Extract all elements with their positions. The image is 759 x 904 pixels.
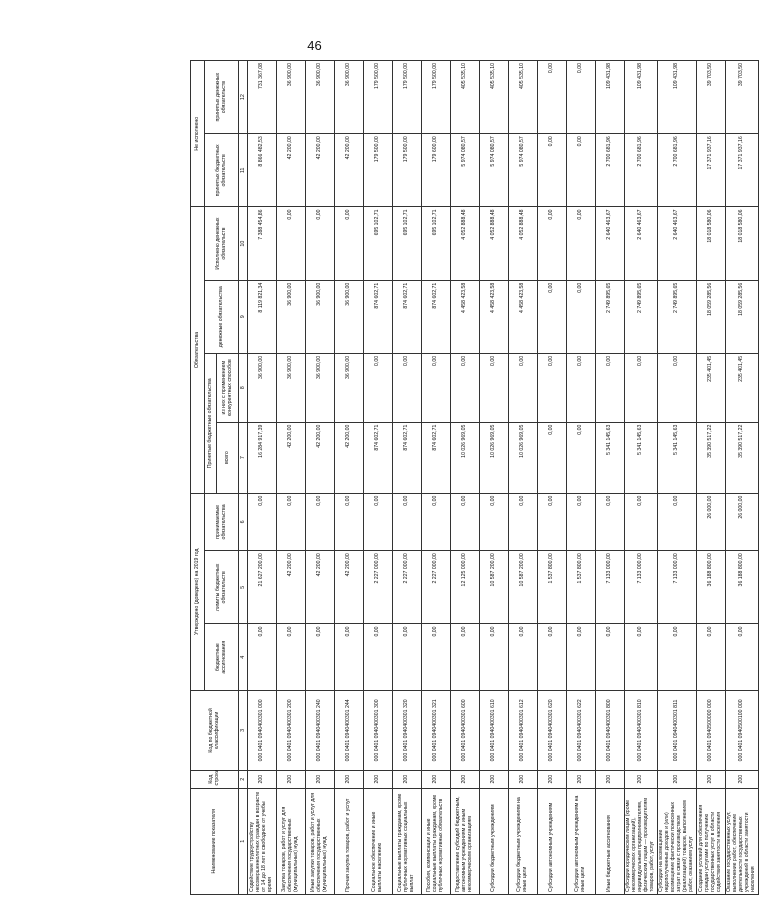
cell-c6: 26 000,00 (696, 493, 725, 551)
cell-name: Предоставление субсидий бюджетным, автономным учреждениям и иным некоммерческим организациям (451, 788, 480, 894)
cell-c7: 10 026 969,05 (509, 422, 538, 493)
cell-c10: 695 102,71 (393, 207, 422, 280)
cell-c5: 1 537 800,00 (538, 551, 567, 624)
cell-c11: 179 500,00 (393, 134, 422, 207)
cell-name: Социальное обеспечение и иные выплаты населению (364, 788, 393, 894)
header-ne-monetary: принятых денежных обязательств (205, 61, 239, 134)
cell-c4: 0,00 (725, 624, 758, 691)
table-row (509, 61, 538, 895)
cell-c4: 0,00 (596, 624, 625, 691)
cell-c12: 0,00 (567, 61, 596, 134)
cell-c8: 0,00 (625, 353, 658, 422)
cell-c4: 0,00 (335, 624, 364, 691)
cell-c12: 405 535,10 (509, 61, 538, 134)
cell-c9: 0,00 (567, 280, 596, 353)
cell-c11: 2 700 681,96 (658, 134, 697, 207)
cell-name: Субсидии автономным учреждениям (538, 788, 567, 894)
cell-c12: 39 703,50 (696, 61, 725, 134)
cell-c11: 8 866 482,53 (248, 134, 277, 207)
cell-c6: 0,00 (364, 493, 393, 551)
cell-c7: 5 341 145,63 (596, 422, 625, 493)
cell-code: 200 (596, 770, 625, 788)
cell-c6: 0,00 (393, 493, 422, 551)
cell-c4: 0,00 (248, 624, 277, 691)
cell-kbk: 000 0401 0940400301 610 (480, 690, 509, 770)
header-name: Наименование показателя (191, 788, 239, 894)
cell-code: 200 (451, 770, 480, 788)
cell-c6: 0,00 (422, 493, 451, 551)
cell-c4: 0,00 (277, 624, 306, 691)
cell-c10: 4 052 888,48 (480, 207, 509, 280)
table-row (696, 61, 725, 895)
cell-c4: 0,00 (480, 624, 509, 691)
cell-c12: 109 431,98 (658, 61, 697, 134)
cell-c9: 874 602,71 (393, 280, 422, 353)
cell-c4: 0,00 (567, 624, 596, 691)
cell-c4: 0,00 (658, 624, 697, 691)
report-table (190, 60, 759, 895)
table-row (658, 61, 697, 895)
cell-kbk: 000 0401 0940400301 811 (658, 690, 697, 770)
cell-c4: 0,00 (364, 624, 393, 691)
cell-c12: 36 900,00 (335, 61, 364, 134)
cell-c4: 0,00 (422, 624, 451, 691)
header-approved: Утверждено (доведено) на 2019 год (191, 493, 205, 690)
cell-c6: 0,00 (451, 493, 480, 551)
cell-c12: 36 900,00 (306, 61, 335, 134)
cell-code: 200 (567, 770, 596, 788)
cell-name: Прочая закупка товаров, работ и услуг (335, 788, 364, 894)
cell-c12: 0,00 (538, 61, 567, 134)
cell-c10: 7 388 454,86 (248, 207, 277, 280)
cell-c6: 0,00 (596, 493, 625, 551)
table-row (248, 61, 277, 895)
table-row (625, 61, 658, 895)
cell-c10: 0,00 (335, 207, 364, 280)
header-accepted-budget: Принятые бюджетные обязательства (205, 353, 217, 493)
cell-kbk: 000 0401 0940400301 200 (277, 690, 306, 770)
col-number: 11 (239, 134, 248, 207)
cell-code: 200 (480, 770, 509, 788)
table-row (538, 61, 567, 895)
cell-c5: 21 627 200,00 (248, 551, 277, 624)
cell-kbk: 000 0401 0940400301 622 (567, 690, 596, 770)
cell-name: Пособия, компенсации и иные социальные выплаты гражданам, кроме публичных нормативных обязательств (422, 788, 451, 894)
cell-name: Субсидии бюджетным учреждениям (480, 788, 509, 894)
page-number: 46 (307, 38, 322, 53)
cell-c8: 0,00 (509, 353, 538, 422)
cell-c10: 2 640 463,67 (625, 207, 658, 280)
cell-name: Субсидии автономным учреждениям на иные цели (567, 788, 596, 894)
cell-c7: 0,00 (538, 422, 567, 493)
cell-c5: 12 125 000,00 (451, 551, 480, 624)
cell-c10: 0,00 (277, 207, 306, 280)
cell-code: 200 (625, 770, 658, 788)
cell-c11: 5 974 080,57 (480, 134, 509, 207)
cell-c9: 8 119 821,34 (248, 280, 277, 353)
cell-code: 200 (538, 770, 567, 788)
cell-c6: 0,00 (567, 493, 596, 551)
table-row (480, 61, 509, 895)
cell-c6: 0,00 (306, 493, 335, 551)
cell-c7: 874 602,71 (393, 422, 422, 493)
cell-name: Закупка товаров, работ и услуг для обеспечения государственных (муниципальных) нужд (277, 788, 306, 894)
cell-c7: 0,00 (567, 422, 596, 493)
cell-c9: 874 602,71 (422, 280, 451, 353)
cell-code: 200 (364, 770, 393, 788)
cell-c11: 17 371 937,16 (725, 134, 758, 207)
cell-kbk: 000 0401 0940400301 320 (393, 690, 422, 770)
cell-c7: 42 200,00 (277, 422, 306, 493)
cell-code: 200 (696, 770, 725, 788)
cell-kbk: 000 0401 0940400301 810 (625, 690, 658, 770)
col-number: 3 (239, 690, 248, 770)
column-number-row (239, 61, 248, 895)
cell-c9: 18 059 285,56 (696, 280, 725, 353)
col-number: 10 (239, 207, 248, 280)
cell-name: Субсидии бюджетным учреждениям на иные цели (509, 788, 538, 894)
cell-c8: 36 900,00 (335, 353, 364, 422)
cell-c6: 0,00 (509, 493, 538, 551)
cell-code: 200 (277, 770, 306, 788)
col-number: 7 (239, 422, 248, 493)
cell-c12: 179 500,00 (393, 61, 422, 134)
cell-c5: 2 227 000,00 (364, 551, 393, 624)
cell-c5: 2 227 000,00 (393, 551, 422, 624)
cell-c12: 179 500,00 (422, 61, 451, 134)
cell-c4: 0,00 (696, 624, 725, 691)
cell-c11: 0,00 (538, 134, 567, 207)
cell-c12: 109 431,98 (625, 61, 658, 134)
cell-c4: 0,00 (451, 624, 480, 691)
cell-code: 200 (422, 770, 451, 788)
cell-c5: 10 587 200,00 (480, 551, 509, 624)
cell-c11: 179 500,00 (364, 134, 393, 207)
cell-c6: 0,00 (538, 493, 567, 551)
rotated-table-container (190, 60, 756, 895)
cell-c4: 0,00 (393, 624, 422, 691)
cell-c8: 0,00 (393, 353, 422, 422)
cell-c12: 731 367,08 (248, 61, 277, 134)
cell-kbk: 000 0401 0940500000 000 (696, 690, 725, 770)
cell-c6: 0,00 (658, 493, 697, 551)
col-number: 8 (239, 353, 248, 422)
cell-name: Социальные выплаты гражданам, кроме публичных нормативных социальных выплат (393, 788, 422, 894)
cell-c9: 36 900,00 (306, 280, 335, 353)
cell-c12: 405 535,10 (480, 61, 509, 134)
cell-c9: 4 458 423,58 (509, 280, 538, 353)
cell-c11: 42 200,00 (306, 134, 335, 207)
table-wrapper (190, 60, 756, 895)
cell-c5: 42 200,00 (306, 551, 335, 624)
cell-name: Создание условий для обеспечения граждан услугами по получению государственных услуг в области содействия занятости населения (696, 788, 725, 894)
header-executed: Исполнено денежных обязательств (205, 207, 239, 280)
cell-c9: 4 458 423,58 (451, 280, 480, 353)
cell-c11: 42 200,00 (277, 134, 306, 207)
cell-c11: 179 600,00 (422, 134, 451, 207)
cell-c7: 35 390 517,22 (696, 422, 725, 493)
cell-c4: 0,00 (509, 624, 538, 691)
cell-c11: 0,00 (567, 134, 596, 207)
cell-c7: 5 341 145,63 (625, 422, 658, 493)
cell-kbk: 000 0401 0940400301 240 (306, 690, 335, 770)
cell-c12: 39 703,50 (725, 61, 758, 134)
cell-c11: 17 371 937,16 (696, 134, 725, 207)
table-row (393, 61, 422, 895)
cell-c10: 4 052 888,48 (451, 207, 480, 280)
header-approved-limits: лимиты бюджетных обязательств (205, 551, 239, 624)
cell-c7: 10 026 969,05 (480, 422, 509, 493)
cell-c8: 235 401,45 (725, 353, 758, 422)
cell-c12: 36 900,00 (277, 61, 306, 134)
cell-c6: 26 000,00 (725, 493, 758, 551)
cell-c10: 18 018 580,06 (725, 207, 758, 280)
cell-c8: 0,00 (422, 353, 451, 422)
cell-c5: 7 133 000,00 (625, 551, 658, 624)
cell-c9: 0,00 (538, 280, 567, 353)
cell-c5: 2 227 000,00 (422, 551, 451, 624)
cell-c10: 0,00 (567, 207, 596, 280)
cell-code: 200 (725, 770, 758, 788)
cell-c11: 2 700 681,96 (596, 134, 625, 207)
cell-name: Содействие трудоустройству несовершеннолетних граждан в возрасте от 14 до 18 лет в свободное от учебы время (248, 788, 277, 894)
cell-c9: 4 458 423,58 (480, 280, 509, 353)
cell-c9: 2 749 895,65 (625, 280, 658, 353)
cell-code: 200 (658, 770, 697, 788)
cell-kbk: 000 0401 0940400301 612 (509, 690, 538, 770)
cell-c11: 5 974 080,57 (509, 134, 538, 207)
header-total: всего (217, 422, 239, 493)
table-row (451, 61, 480, 895)
cell-c7: 5 341 145,63 (658, 422, 697, 493)
table-row (335, 61, 364, 895)
cell-c11: 2 700 681,96 (625, 134, 658, 207)
col-number: 4 (239, 624, 248, 691)
col-number: 6 (239, 493, 248, 551)
cell-c6: 0,00 (480, 493, 509, 551)
cell-kbk: 000 0401 0940400301 620 (538, 690, 567, 770)
cell-c9: 2 749 895,65 (658, 280, 697, 353)
cell-c5: 10 587 200,00 (509, 551, 538, 624)
cell-c8: 235 401,45 (696, 353, 725, 422)
cell-c8: 36 900,00 (248, 353, 277, 422)
cell-name: Субсидии юридическим лицам (кроме некоммерческих организаций), индивидуальным предпринимателям, физическим лицам — производителям товаров, работ, услуг (625, 788, 658, 894)
header-monetary: денежные обязательства (205, 280, 239, 353)
cell-c5: 36 188 800,00 (696, 551, 725, 624)
col-number: 1 (239, 788, 248, 894)
cell-c7: 42 200,00 (335, 422, 364, 493)
cell-kbk: 000 0401 0940500100 000 (725, 690, 758, 770)
cell-c8: 0,00 (364, 353, 393, 422)
cell-kbk: 000 0401 0940400301 300 (364, 690, 393, 770)
cell-code: 200 (509, 770, 538, 788)
cell-c4: 0,00 (538, 624, 567, 691)
cell-c11: 5 974 080,57 (451, 134, 480, 207)
cell-c10: 0,00 (538, 207, 567, 280)
col-number: 2 (239, 770, 248, 788)
header-incl-competitive: из них с применением конкурентных способов (217, 353, 239, 422)
col-number: 5 (239, 551, 248, 624)
cell-c7: 874 602,71 (422, 422, 451, 493)
cell-c4: 0,00 (306, 624, 335, 691)
cell-c6: 0,00 (335, 493, 364, 551)
table-row (306, 61, 335, 895)
cell-c5: 7 133 000,00 (596, 551, 625, 624)
header-not-executed: Не исполнено (191, 61, 205, 207)
cell-name: Иные закупки товаров, работ и услуг для обеспечения государственных (муниципальных) нужд (306, 788, 335, 894)
cell-code: 200 (335, 770, 364, 788)
cell-c12: 179 500,00 (364, 61, 393, 134)
cell-c8: 0,00 (596, 353, 625, 422)
cell-c5: 1 537 800,00 (567, 551, 596, 624)
cell-c6: 0,00 (625, 493, 658, 551)
cell-c5: 42 200,00 (335, 551, 364, 624)
cell-code: 200 (248, 770, 277, 788)
cell-c8: 0,00 (567, 353, 596, 422)
cell-c9: 36 900,00 (277, 280, 306, 353)
header-obligations: Обязательства (191, 207, 205, 493)
header-kbk: Код по бюджетной классификации (191, 690, 239, 770)
cell-c12: 109 431,98 (596, 61, 625, 134)
col-number: 9 (239, 280, 248, 353)
cell-c8: 0,00 (538, 353, 567, 422)
cell-code: 200 (306, 770, 335, 788)
cell-kbk: 000 0401 0940400301 000 (248, 690, 277, 770)
header-code: Код строки (191, 770, 239, 788)
cell-c5: 42 200,00 (277, 551, 306, 624)
cell-c10: 2 640 463,67 (596, 207, 625, 280)
cell-c10: 2 640 463,67 (658, 207, 697, 280)
col-number: 12 (239, 61, 248, 134)
table-row (725, 61, 758, 895)
cell-c10: 4 052 888,48 (509, 207, 538, 280)
table-row (364, 61, 393, 895)
cell-kbk: 000 0401 0940400301 321 (422, 690, 451, 770)
table-row (277, 61, 306, 895)
cell-code: 200 (393, 770, 422, 788)
header-accepted-obligations: принимаемые обязательства (205, 493, 239, 551)
cell-c10: 695 102,71 (364, 207, 393, 280)
cell-c8: 0,00 (480, 353, 509, 422)
cell-c8: 36 900,00 (277, 353, 306, 422)
cell-c10: 695 102,71 (422, 207, 451, 280)
cell-c4: 0,00 (625, 624, 658, 691)
cell-c9: 2 749 895,65 (596, 280, 625, 353)
cell-c10: 18 018 580,06 (696, 207, 725, 280)
header-approved-bassig: бюджетные ассигнования (205, 624, 239, 691)
cell-c7: 16 284 917,39 (248, 422, 277, 493)
cell-kbk: 000 0401 0940400301 600 (451, 690, 480, 770)
cell-c6: 0,00 (277, 493, 306, 551)
cell-c5: 7 133 000,00 (658, 551, 697, 624)
cell-c7: 874 602,71 (364, 422, 393, 493)
cell-name: Субсидии на возмещение недополученных доходов и (или) возмещение фактически понесенных затрат в связи с производством (реализацией) товаров, выполнением работ, оказанием услуг (658, 788, 697, 894)
table-row (596, 61, 625, 895)
cell-c8: 0,00 (658, 353, 697, 422)
cell-c9: 874 602,71 (364, 280, 393, 353)
cell-c8: 36 900,00 (306, 353, 335, 422)
cell-name: Иные бюджетные ассигнования (596, 788, 625, 894)
table-row (567, 61, 596, 895)
header-ne-accepted-budget: принятых бюджетных обязательств (205, 134, 239, 207)
table-row (422, 61, 451, 895)
cell-c9: 18 059 285,56 (725, 280, 758, 353)
cell-c6: 0,00 (248, 493, 277, 551)
cell-name: Оказание государственных услуг, выполнение работ, обеспечение деятельности государственных учреждений в области занятости населения (725, 788, 758, 894)
cell-c11: 42 200,00 (335, 134, 364, 207)
cell-c10: 0,00 (306, 207, 335, 280)
cell-c8: 0,00 (451, 353, 480, 422)
cell-c9: 36 900,00 (335, 280, 364, 353)
cell-c7: 35 390 517,22 (725, 422, 758, 493)
cell-c12: 405 535,10 (451, 61, 480, 134)
cell-c7: 10 026 969,05 (451, 422, 480, 493)
cell-c5: 36 188 800,00 (725, 551, 758, 624)
cell-kbk: 000 0401 0940400301 244 (335, 690, 364, 770)
cell-c7: 42 200,00 (306, 422, 335, 493)
cell-kbk: 000 0401 0940400301 800 (596, 690, 625, 770)
